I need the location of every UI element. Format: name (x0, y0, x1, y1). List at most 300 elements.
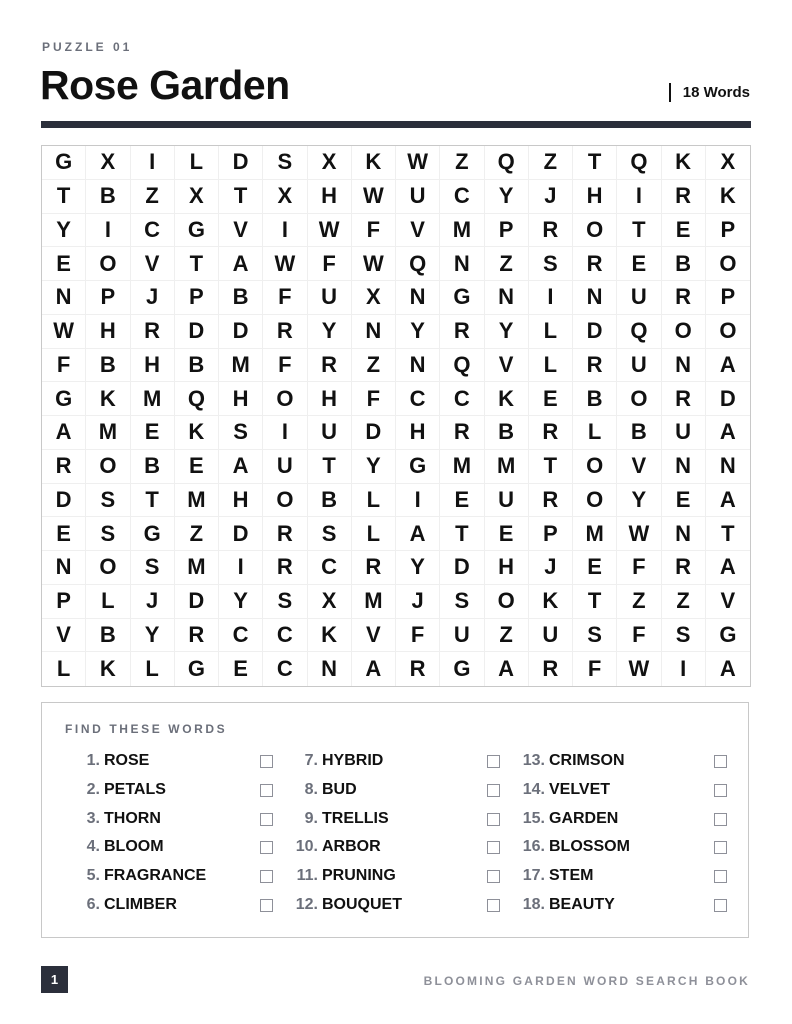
grid-cell[interactable]: A (396, 517, 440, 551)
grid-cell[interactable]: X (352, 281, 396, 315)
grid-cell[interactable]: H (308, 382, 352, 416)
grid-cell[interactable]: O (706, 315, 750, 349)
grid-cell[interactable]: R (529, 484, 573, 518)
grid-cell[interactable]: M (86, 416, 130, 450)
grid-cell[interactable]: R (529, 416, 573, 450)
grid-cell[interactable]: Z (662, 585, 706, 619)
grid-cell[interactable]: N (440, 247, 484, 281)
grid-cell[interactable]: F (573, 652, 617, 686)
grid-cell[interactable]: D (175, 585, 219, 619)
grid-cell[interactable]: H (219, 382, 263, 416)
grid-cell[interactable]: W (42, 315, 86, 349)
grid-cell[interactable]: M (440, 214, 484, 248)
grid-cell[interactable]: R (131, 315, 175, 349)
grid-cell[interactable]: Z (529, 146, 573, 180)
grid-cell[interactable]: G (175, 652, 219, 686)
word-checkbox[interactable] (260, 870, 273, 883)
grid-cell[interactable]: I (617, 180, 661, 214)
grid-cell[interactable]: E (662, 214, 706, 248)
word-number: 1. (86, 752, 100, 769)
grid-cell[interactable]: N (573, 281, 617, 315)
grid-cell[interactable]: F (617, 551, 661, 585)
grid-cell[interactable]: D (440, 551, 484, 585)
word-item (521, 837, 630, 857)
grid-cell[interactable]: G (440, 281, 484, 315)
grid-cell[interactable]: T (573, 585, 617, 619)
grid-cell[interactable]: J (529, 180, 573, 214)
grid-cell[interactable]: O (706, 247, 750, 281)
grid-cell[interactable]: O (86, 450, 130, 484)
grid-cell[interactable]: G (440, 652, 484, 686)
grid-cell[interactable]: Q (485, 146, 529, 180)
grid-cell[interactable]: Y (352, 450, 396, 484)
grid-cell[interactable]: D (573, 315, 617, 349)
grid-cell[interactable]: O (86, 551, 130, 585)
grid-cell[interactable]: R (662, 180, 706, 214)
grid-cell[interactable]: S (86, 517, 130, 551)
grid-cell[interactable]: N (706, 450, 750, 484)
grid-cell[interactable]: Y (485, 180, 529, 214)
grid-cell[interactable]: G (396, 450, 440, 484)
word-checkbox[interactable] (487, 755, 500, 768)
word-item (76, 809, 161, 829)
grid-cell[interactable]: E (175, 450, 219, 484)
grid-cell[interactable]: A (42, 416, 86, 450)
grid-cell[interactable]: P (706, 281, 750, 315)
word-checkbox[interactable] (487, 870, 500, 883)
grid-cell[interactable]: G (131, 517, 175, 551)
word-item (76, 780, 166, 800)
grid-cell[interactable]: F (308, 247, 352, 281)
grid-cell[interactable]: Z (485, 247, 529, 281)
grid-cell[interactable]: X (308, 146, 352, 180)
grid-cell[interactable]: B (617, 416, 661, 450)
word-checkbox[interactable] (260, 813, 273, 826)
grid-cell[interactable]: P (86, 281, 130, 315)
grid-cell[interactable]: W (396, 146, 440, 180)
grid-cell[interactable]: E (42, 247, 86, 281)
grid-cell[interactable]: B (175, 349, 219, 383)
grid-cell[interactable]: G (42, 382, 86, 416)
grid-cell[interactable]: F (42, 349, 86, 383)
grid-cell[interactable]: M (440, 450, 484, 484)
grid-cell[interactable]: E (219, 652, 263, 686)
grid-cell[interactable]: T (175, 247, 219, 281)
grid-cell[interactable]: S (662, 619, 706, 653)
grid-cell[interactable]: A (706, 349, 750, 383)
grid-cell[interactable]: D (219, 315, 263, 349)
grid-cell[interactable]: Z (131, 180, 175, 214)
word-text: ROSE (104, 752, 150, 769)
grid-cell[interactable]: K (529, 585, 573, 619)
word-checkbox[interactable] (260, 899, 273, 912)
word-checkbox[interactable] (714, 899, 727, 912)
grid-cell[interactable]: T (42, 180, 86, 214)
grid-cell[interactable]: B (219, 281, 263, 315)
grid-cell[interactable]: V (396, 214, 440, 248)
grid-cell[interactable]: A (352, 652, 396, 686)
word-number: 3. (86, 810, 100, 827)
grid-cell[interactable]: U (485, 484, 529, 518)
word-text: PRUNING (322, 867, 396, 884)
grid-cell[interactable]: L (42, 652, 86, 686)
grid-cell[interactable]: B (662, 247, 706, 281)
grid-cell[interactable]: B (573, 382, 617, 416)
grid-cell[interactable]: S (131, 551, 175, 585)
grid-cell[interactable]: A (706, 484, 750, 518)
grid-cell[interactable]: O (263, 484, 307, 518)
grid-cell[interactable]: X (263, 180, 307, 214)
grid-cell[interactable]: J (131, 281, 175, 315)
grid-cell[interactable]: D (42, 484, 86, 518)
grid-cell[interactable]: Q (617, 146, 661, 180)
grid-cell[interactable]: L (352, 517, 396, 551)
grid-cell[interactable]: B (86, 349, 130, 383)
grid-cell[interactable]: C (396, 382, 440, 416)
grid-cell[interactable]: Y (396, 315, 440, 349)
grid-cell[interactable]: D (352, 416, 396, 450)
grid-cell[interactable]: U (529, 619, 573, 653)
grid-cell[interactable]: I (263, 416, 307, 450)
grid-cell[interactable]: A (719, 656, 736, 682)
grid-cell[interactable]: H (573, 180, 617, 214)
grid-cell[interactable]: T (706, 517, 750, 551)
grid-cell[interactable]: H (308, 180, 352, 214)
word-number: 10. (295, 838, 318, 855)
word-checkbox[interactable] (487, 784, 500, 797)
grid-cell[interactable]: V (42, 619, 86, 653)
grid-cell[interactable]: E (662, 484, 706, 518)
grid-cell[interactable]: Q (396, 247, 440, 281)
grid-cell[interactable]: T (529, 450, 573, 484)
grid-cell[interactable]: B (86, 180, 130, 214)
grid-cell[interactable]: N (662, 517, 706, 551)
grid-cell[interactable]: X (706, 146, 750, 180)
grid-cell[interactable]: D (219, 146, 263, 180)
grid-cell[interactable]: Z (440, 146, 484, 180)
grid-cell[interactable]: G (175, 214, 219, 248)
grid-cell[interactable]: K (662, 146, 706, 180)
grid-cell[interactable]: Z (617, 585, 661, 619)
grid-cell[interactable]: E (440, 484, 484, 518)
grid-cell[interactable]: D (175, 315, 219, 349)
grid-cell[interactable]: P (175, 281, 219, 315)
grid-cell[interactable]: B (86, 619, 130, 653)
grid-cell[interactable]: R (263, 551, 307, 585)
grid-cell[interactable]: R (352, 551, 396, 585)
word-text: VELVET (549, 781, 611, 798)
grid-cell[interactable]: K (706, 180, 750, 214)
word-number: 15. (522, 810, 545, 827)
grid-cell[interactable]: H (396, 416, 440, 450)
grid-cell[interactable]: Y (308, 315, 352, 349)
grid-cell[interactable]: N (662, 349, 706, 383)
grid-cell[interactable]: N (662, 450, 706, 484)
grid-cell[interactable]: N (352, 315, 396, 349)
grid-cell[interactable]: R (440, 416, 484, 450)
grid-cell[interactable]: W (352, 180, 396, 214)
grid-cell[interactable]: O (573, 484, 617, 518)
grid-cell[interactable]: S (440, 585, 484, 619)
word-checkbox[interactable] (487, 899, 500, 912)
word-item (76, 751, 149, 771)
grid-cell[interactable]: S (529, 247, 573, 281)
grid-cell[interactable]: L (529, 315, 573, 349)
word-text: CRIMSON (549, 752, 625, 769)
grid-cell[interactable]: U (617, 281, 661, 315)
word-checkbox[interactable] (487, 813, 500, 826)
grid-cell[interactable]: I (396, 484, 440, 518)
grid-cell[interactable]: U (308, 281, 352, 315)
grid-cell[interactable]: O (573, 450, 617, 484)
word-item (521, 895, 615, 915)
grid-cell[interactable]: S (573, 619, 617, 653)
word-list-heading: FIND THESE WORDS (65, 722, 228, 736)
grid-cell[interactable]: O (573, 214, 617, 248)
grid-cell[interactable]: N (485, 281, 529, 315)
grid-cell[interactable]: M (175, 484, 219, 518)
grid-cell[interactable]: L (352, 484, 396, 518)
word-checkbox[interactable] (260, 784, 273, 797)
grid-cell[interactable]: R (42, 450, 86, 484)
grid-cell[interactable]: H (131, 349, 175, 383)
grid-cell[interactable]: I (662, 652, 706, 686)
grid-cell[interactable]: N (42, 281, 86, 315)
grid-cell[interactable]: Z (352, 349, 396, 383)
grid-cell[interactable]: A (219, 247, 263, 281)
grid-cell[interactable]: R (263, 315, 307, 349)
grid-cell[interactable]: S (263, 585, 307, 619)
grid-cell[interactable]: O (86, 247, 130, 281)
grid-cell[interactable]: L (573, 416, 617, 450)
grid-cell[interactable]: A (706, 416, 750, 450)
grid-cell[interactable]: A (706, 551, 750, 585)
grid-cell[interactable]: N (396, 349, 440, 383)
grid-cell[interactable]: R (573, 247, 617, 281)
grid-cell[interactable]: U (662, 416, 706, 450)
grid-cell[interactable]: R (529, 652, 573, 686)
word-checkbox[interactable] (714, 755, 727, 768)
grid-cell[interactable]: Y (485, 315, 529, 349)
grid-cell[interactable]: Y (617, 484, 661, 518)
grid-cell[interactable]: F (263, 281, 307, 315)
grid-cell[interactable]: V (352, 619, 396, 653)
grid-cell[interactable]: W (263, 247, 307, 281)
word-checkbox[interactable] (714, 870, 727, 883)
grid-cell[interactable]: M (573, 517, 617, 551)
grid-cell[interactable]: D (219, 517, 263, 551)
grid-cell[interactable]: W (308, 214, 352, 248)
grid-cell[interactable]: V (219, 214, 263, 248)
grid-cell[interactable]: Z (485, 619, 529, 653)
grid-cell[interactable]: M (175, 551, 219, 585)
grid-cell[interactable]: K (86, 382, 130, 416)
grid-cell[interactable]: R (396, 652, 440, 686)
grid-cell[interactable]: C (219, 619, 263, 653)
grid-cell[interactable]: R (175, 619, 219, 653)
grid-cell[interactable]: G (706, 619, 750, 653)
grid-cell[interactable]: Y (42, 214, 86, 248)
grid-cell[interactable]: H (219, 484, 263, 518)
grid-cell[interactable]: E (529, 382, 573, 416)
word-checkbox[interactable] (260, 755, 273, 768)
grid-cell[interactable]: O (485, 585, 529, 619)
word-number: 4. (86, 838, 100, 855)
grid-cell[interactable]: G (42, 146, 86, 180)
grid-cell[interactable]: F (352, 382, 396, 416)
grid-cell[interactable]: I (131, 146, 175, 180)
grid-cell[interactable]: C (440, 180, 484, 214)
grid-cell[interactable]: R (662, 551, 706, 585)
grid-cell[interactable]: X (175, 180, 219, 214)
grid-cell[interactable]: R (662, 281, 706, 315)
grid-cell[interactable]: M (219, 349, 263, 383)
grid-cell[interactable]: B (485, 416, 529, 450)
grid-cell[interactable]: T (573, 146, 617, 180)
word-text: BEAUTY (549, 896, 615, 913)
grid-cell[interactable]: S (308, 517, 352, 551)
grid-cell[interactable]: H (485, 551, 529, 585)
grid-cell[interactable]: E (573, 551, 617, 585)
grid-cell[interactable]: N (396, 281, 440, 315)
grid-cell[interactable]: S (86, 484, 130, 518)
word-item (294, 809, 389, 829)
grid-cell[interactable]: X (86, 146, 130, 180)
word-number: 7. (304, 752, 318, 769)
grid-cell[interactable]: W (352, 247, 396, 281)
grid-cell[interactable]: R (263, 517, 307, 551)
grid-cell[interactable]: O (263, 382, 307, 416)
grid-cell[interactable]: P (485, 214, 529, 248)
grid-cell[interactable]: V (706, 585, 750, 619)
grid-cell[interactable]: S (263, 146, 307, 180)
grid-cell[interactable]: K (308, 619, 352, 653)
grid-cell[interactable]: T (308, 450, 352, 484)
grid-cell[interactable]: T (131, 484, 175, 518)
grid-cell[interactable]: V (131, 247, 175, 281)
grid-cell[interactable]: L (131, 652, 175, 686)
grid-cell[interactable]: K (175, 416, 219, 450)
grid-cell[interactable]: T (219, 180, 263, 214)
grid-cell[interactable]: Z (175, 517, 219, 551)
grid-cell[interactable]: P (42, 585, 86, 619)
grid-cell[interactable]: U (617, 349, 661, 383)
grid-cell[interactable]: U (263, 450, 307, 484)
grid-cell[interactable]: J (131, 585, 175, 619)
grid-cell[interactable]: T (440, 517, 484, 551)
grid-cell[interactable]: E (42, 517, 86, 551)
grid-cell[interactable]: I (263, 214, 307, 248)
grid-cell[interactable]: W (617, 652, 661, 686)
grid-cell[interactable]: V (617, 450, 661, 484)
grid-cell[interactable]: L (529, 349, 573, 383)
grid-cell[interactable]: K (86, 652, 130, 686)
grid-cell[interactable]: U (308, 416, 352, 450)
grid-cell[interactable]: C (263, 652, 307, 686)
grid-cell[interactable]: L (175, 146, 219, 180)
word-text: BLOSSOM (549, 838, 630, 855)
word-checkbox[interactable] (260, 841, 273, 854)
grid-cell[interactable]: F (263, 349, 307, 383)
word-checkbox[interactable] (714, 813, 727, 826)
grid-cell[interactable]: H (86, 315, 130, 349)
grid-cell[interactable]: R (573, 349, 617, 383)
grid-cell[interactable]: I (219, 551, 263, 585)
grid-cell[interactable]: P (706, 214, 750, 248)
grid-cell[interactable]: I (529, 281, 573, 315)
grid-cell[interactable]: U (440, 619, 484, 653)
grid-cell[interactable]: Q (175, 382, 219, 416)
grid-cell[interactable]: C (440, 382, 484, 416)
grid-cell[interactable]: B (131, 450, 175, 484)
grid-cell[interactable]: K (485, 382, 529, 416)
grid-cell[interactable]: P (529, 517, 573, 551)
grid-cell[interactable]: J (529, 551, 573, 585)
grid-cell[interactable]: T (617, 214, 661, 248)
word-item (294, 866, 396, 886)
grid-cell[interactable]: R (662, 382, 706, 416)
grid-cell[interactable]: E (617, 247, 661, 281)
grid-cell[interactable]: F (617, 619, 661, 653)
grid-cell[interactable]: U (396, 180, 440, 214)
grid-cell[interactable]: E (131, 416, 175, 450)
grid-cell[interactable]: C (263, 619, 307, 653)
grid-cell[interactable]: K (352, 146, 396, 180)
grid-cell[interactable]: F (352, 214, 396, 248)
word-text: FRAGRANCE (104, 867, 207, 884)
grid-cell[interactable]: D (706, 382, 750, 416)
grid-cell[interactable]: R (529, 214, 573, 248)
word-checkbox[interactable] (714, 841, 727, 854)
grid-cell[interactable]: W (617, 517, 661, 551)
grid-cell[interactable]: M (352, 585, 396, 619)
grid-cell[interactable]: V (485, 349, 529, 383)
grid-cell[interactable]: B (308, 484, 352, 518)
grid-cell[interactable]: S (219, 416, 263, 450)
grid-cell[interactable]: Q (617, 315, 661, 349)
grid-cell[interactable]: F (396, 619, 440, 653)
grid-cell[interactable]: Y (131, 619, 175, 653)
grid-cell[interactable]: C (308, 551, 352, 585)
grid-cell[interactable]: N (308, 652, 352, 686)
grid-cell[interactable]: Y (396, 551, 440, 585)
word-text: BOUQUET (322, 896, 402, 913)
grid-cell[interactable]: O (662, 315, 706, 349)
grid-cell[interactable]: L (86, 585, 130, 619)
word-checkbox[interactable] (714, 784, 727, 797)
grid-cell[interactable]: Y (219, 585, 263, 619)
word-checkbox[interactable] (487, 841, 500, 854)
grid-cell[interactable]: A (219, 450, 263, 484)
grid-cell[interactable]: A (485, 652, 529, 686)
grid-cell[interactable]: R (440, 315, 484, 349)
grid-cell[interactable]: O (617, 382, 661, 416)
grid-cell[interactable]: E (485, 517, 529, 551)
grid-cell[interactable]: C (131, 214, 175, 248)
word-item (76, 866, 206, 886)
grid-cell[interactable]: Q (440, 349, 484, 383)
word-item (294, 751, 383, 771)
grid-cell[interactable]: M (131, 382, 175, 416)
grid-cell[interactable]: R (308, 349, 352, 383)
grid-cell[interactable]: M (485, 450, 529, 484)
grid-cell[interactable]: J (396, 585, 440, 619)
grid-cell[interactable]: N (42, 551, 86, 585)
word-number: 8. (304, 781, 318, 798)
grid-cell[interactable]: I (86, 214, 130, 248)
grid-cell[interactable]: X (308, 585, 352, 619)
word-number: 18. (522, 896, 545, 913)
